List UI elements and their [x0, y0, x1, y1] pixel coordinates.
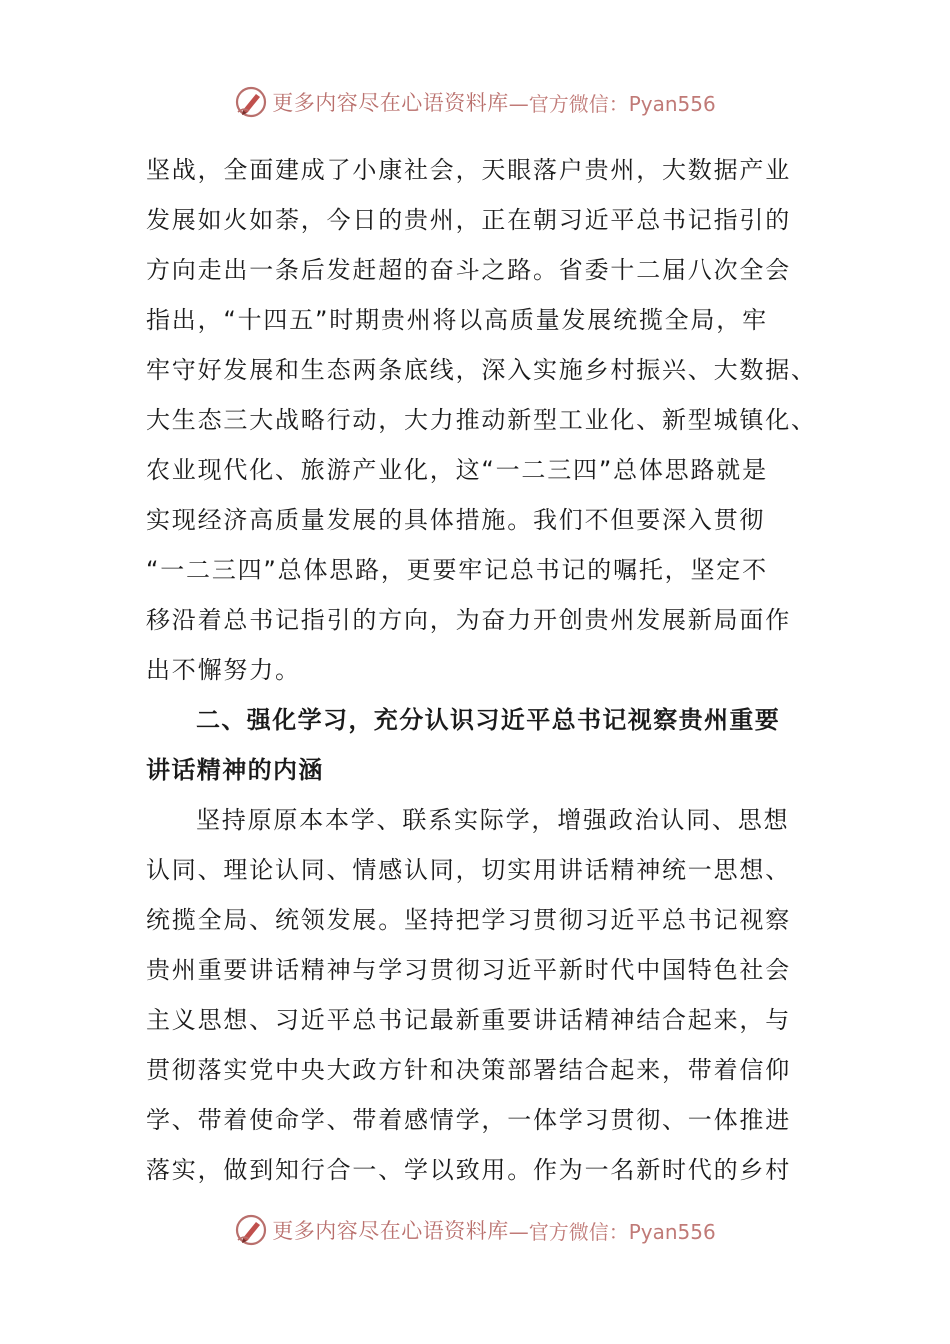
body-line: 坚持原原本本学、联系实际学，增强政治认同、思想: [196, 806, 790, 834]
body-line: 农业现代化、旅游产业化，这“一二三四”总体思路就是: [146, 456, 768, 484]
watermark-text: 更多内容尽在心语资料库: [272, 1219, 509, 1243]
section-heading-cont: 讲话精神的内涵: [146, 756, 324, 784]
body-line: “一二三四”总体思路，更要牢记总书记的嘱托，坚定不: [146, 556, 768, 584]
body-line: 移沿着总书记指引的方向，为奋力开创贵州发展新局面作: [146, 606, 791, 634]
body-line: 落实，做到知行合一、学以致用。作为一名新时代的乡村: [146, 1156, 791, 1184]
watermark-text: 更多内容尽在心语资料库: [272, 91, 509, 115]
body-line: 指出，“十四五”时期贵州将以高质量发展统揽全局，牢: [146, 306, 768, 334]
footer-watermark: [0, 1210, 950, 1250]
body-line: 发展如火如荼，今日的贵州，正在朝习近平总书记指引的: [146, 206, 791, 234]
body-line: 认同、理论认同、情感认同，切实用讲话精神统一思想、: [146, 856, 791, 884]
pen-circle-icon: [234, 1213, 268, 1247]
body-line: 牢守好发展和生态两条底线，深入实施乡村振兴、大数据、: [146, 356, 817, 384]
body-line: 方向走出一条后发赶超的奋斗之路。省委十二届八次全会: [146, 256, 791, 284]
watermark-suffix: —官方微信：Pyan556: [508, 91, 716, 116]
pen-circle-icon: [234, 85, 268, 119]
body-line: 贯彻落实党中央大政方针和决策部署结合起来，带着信仰: [146, 1056, 791, 1084]
watermark-suffix: —官方微信：Pyan556: [508, 1219, 716, 1244]
section-heading: 二、强化学习，充分认识习近平总书记视察贵州重要: [196, 706, 781, 734]
body-line: 贵州重要讲话精神与学习贯彻习近平新时代中国特色社会: [146, 956, 791, 984]
body-line: 大生态三大战略行动，大力推动新型工业化、新型城镇化、: [146, 406, 817, 434]
body-line: 统揽全局、统领发展。坚持把学习贯彻习近平总书记视察: [146, 906, 791, 934]
body-line: 出不懈努力。: [146, 656, 301, 684]
body-line: 实现经济高质量发展的具体措施。我们不但要深入贯彻: [146, 506, 766, 534]
body-line: 学、带着使命学、带着感情学，一体学习贯彻、一体推进: [146, 1106, 791, 1134]
header-watermark: [0, 82, 950, 122]
body-line: 坚战，全面建成了小康社会，天眼落户贵州，大数据产业: [146, 156, 791, 184]
body-line: 主义思想、习近平总书记最新重要讲话精神结合起来，与: [146, 1006, 791, 1034]
